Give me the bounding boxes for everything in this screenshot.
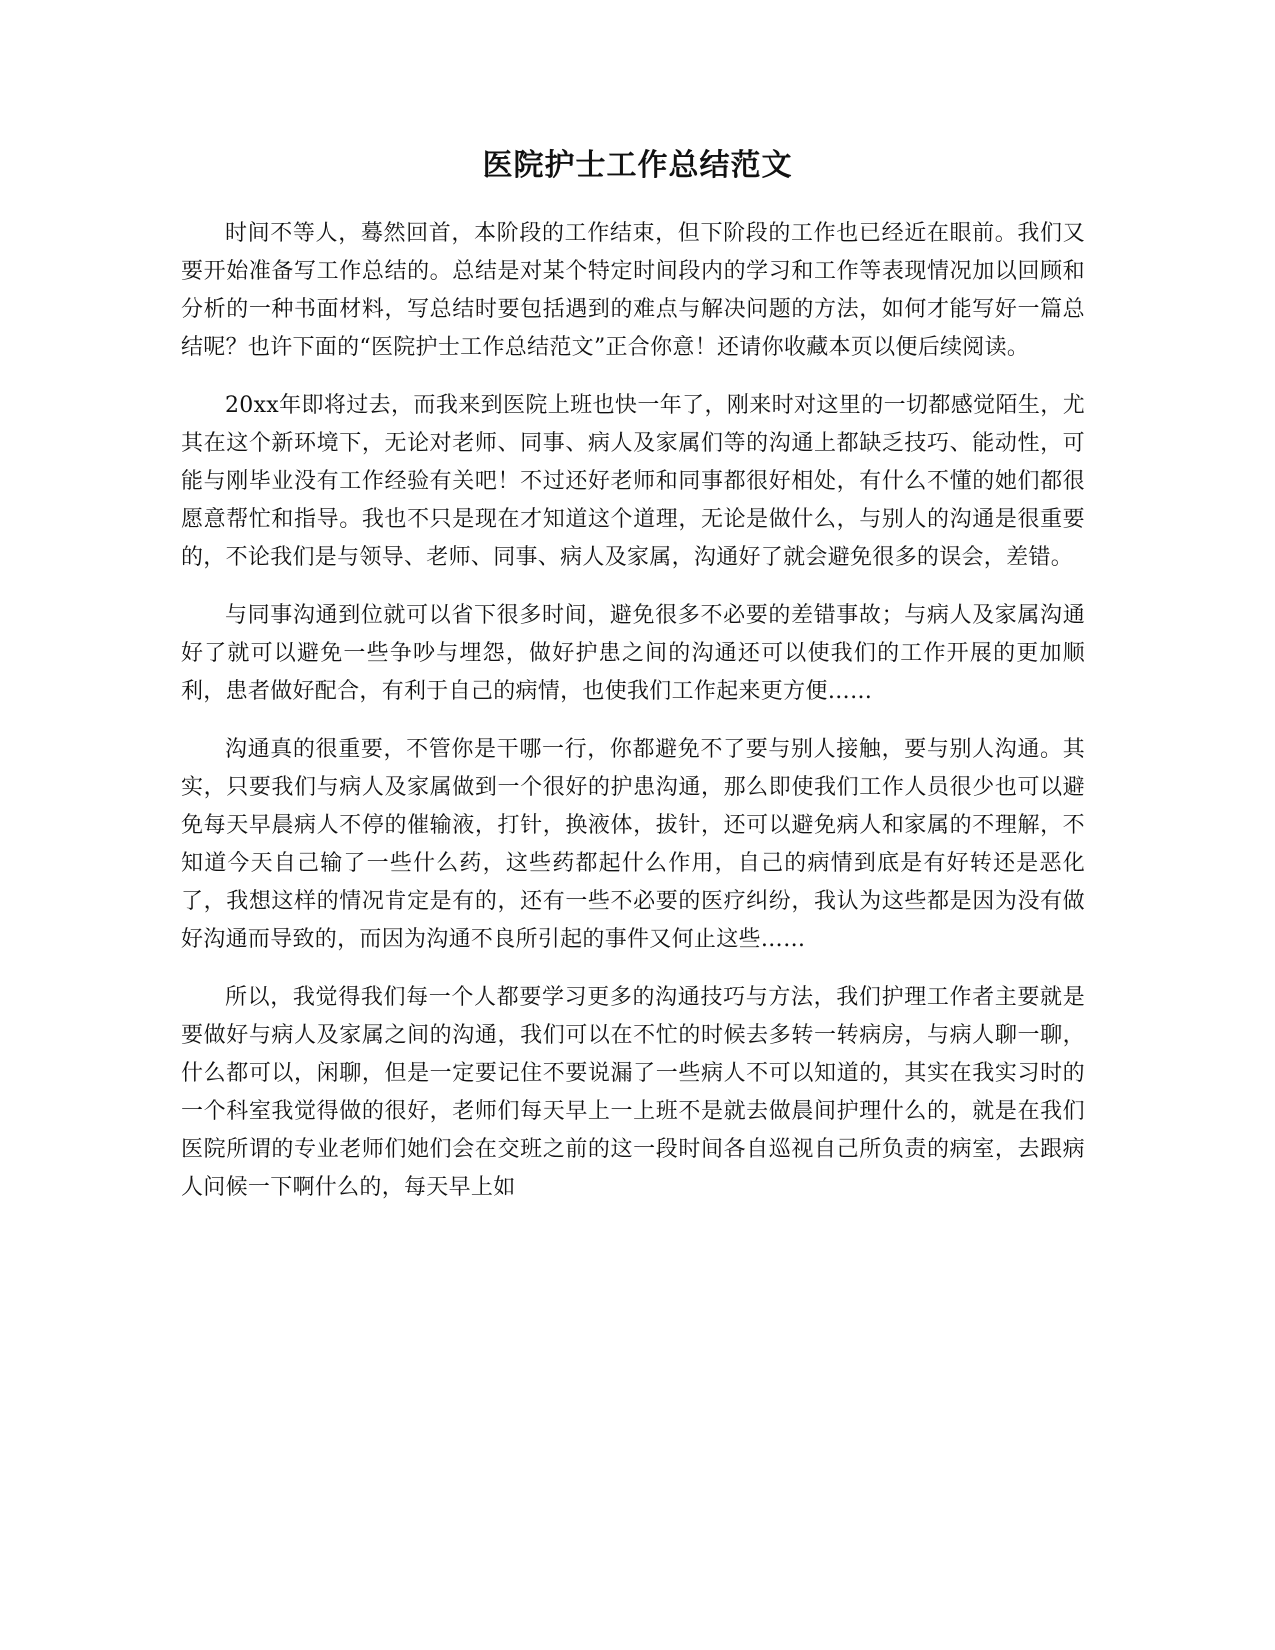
paragraph-5: 所以，我觉得我们每一个人都要学习更多的沟通技巧与方法，我们护理工作者主要就是要做好与病人及家属之间的沟通，我们可以在不忙的时候去多转一转病房，与病人聊一聊，什么都可以，闲聊，但是一定要记住不要说漏了一些病人不可以知道的，其实在我实习时的一个科室我觉得做的很好，老师们每天早上一上班不是就去做晨间护理什么的，就是在我们医院所谓的专业老师们她们会在交班之前的这一段时间各自巡视自己所负责的病室，去跟病人问候一下啊什么的，每天早上如 xyxy=(181,985,1085,1200)
paragraph-3: 与同事沟通到位就可以省下很多时间，避免很多不必要的差错事故；与病人及家属沟通好了就可以避免一些争吵与埋怨，做好护患之间的沟通还可以使我们的工作开展的更加顺利，患者做好配合，有利于自己的病情，也使我们工作起来更方便…… xyxy=(181,603,1085,704)
paragraph-intro: 时间不等人，蓦然回首，本阶段的工作结束，但下阶段的工作也已经近在眼前。我们又要开始准备写工作总结的。总结是对某个特定时间段内的学习和工作等表现情况加以回顾和分析的一种书面材料，写总结时要包括遇到的难点与解决问题的方法，如何才能写好一篇总结呢？也许下面的“医院护士工作总结范文”正合你意！还请你收藏本页以便后续阅读。 xyxy=(181,221,1085,360)
paragraph-4: 沟通真的很重要，不管你是干哪一行，你都避免不了要与别人接触，要与别人沟通。其实，只要我们与病人及家属做到一个很好的护患沟通，那么即使我们工作人员很少也可以避免每天早晨病人不停的催输液，打针，换液体，拔针，还可以避免病人和家属的不理解，不知道今天自己输了一些什么药，这些药都起什么作用，自己的病情到底是有好转还是恶化了，我想这样的情况肯定是有的，还有一些不必要的医疗纠纷，我认为这些都是因为没有做好沟通而导致的，而因为沟通不良所引起的事件又何止这些…… xyxy=(181,737,1085,952)
document-title: 医院护士工作总结范文 xyxy=(482,148,793,183)
paragraph-2: 20xx年即将过去，而我来到医院上班也快一年了，刚来时对这里的一切都感觉陌生，尤其在这个新环境下，无论对老师、同事、病人及家属们等的沟通上都缺乏技巧、能动性，可能与刚毕业没有工作经验有关吧！不过还好老师和同事都很好相处，有什么不懂的她们都很愿意帮忙和指导。我也不只是现在才知道这个道理，无论是做什么，与别人的沟通是很重要的，不论我们是与领导、老师、同事、病人及家属，沟通好了就会避免很多的误会，差错。 xyxy=(181,393,1085,570)
document-body xyxy=(181,215,1085,1227)
